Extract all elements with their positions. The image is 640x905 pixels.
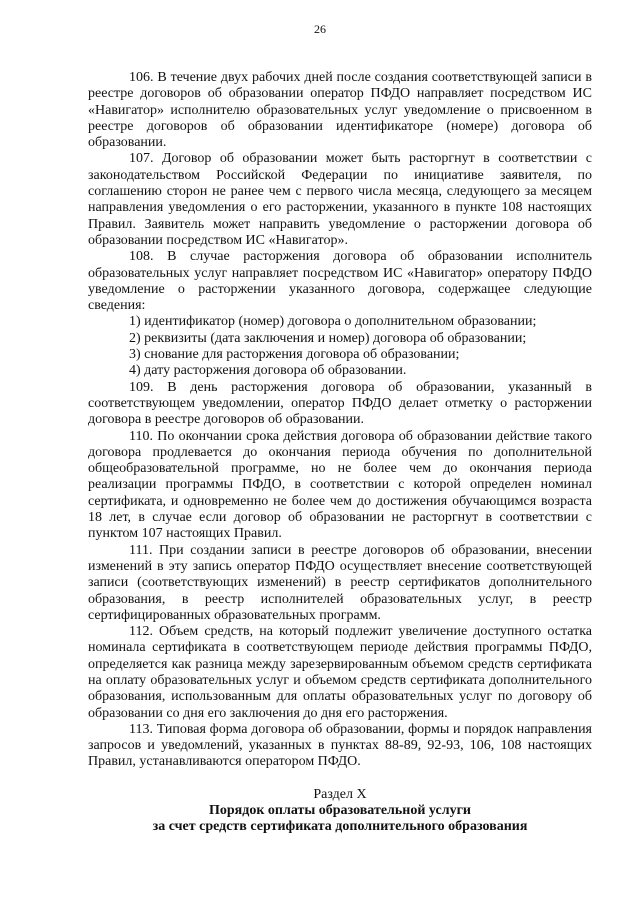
- paragraph-113: 113. Типовая форма договора об образовании, формы и порядок направления запросов и уведомлений, указанных в пунктах 88-89, 92-93, 106, 108 настоящих Правил, устанавливаются оператором ПФДО.: [88, 721, 592, 770]
- document-body: [88, 70, 592, 836]
- section-title-line-1: Порядок оплаты образовательной услуги: [209, 803, 471, 819]
- section-heading: [88, 787, 592, 836]
- paragraph-110: 110. По окончании срока действия договора об образовании действие такого договора продлевается до окончания периода обучения по дополнительной общеобразовательной программе, но не более чем до окончания периода реализации программы ПФДО, в соответствии с которой определен номинал сертификата, и одновременно не более чем до достижения обучающимся возраста 18 лет, в случае если договор об образовании не расторгнут в соответствии с пунктом 107 настоящих Правил.: [88, 428, 592, 542]
- list-item: 2) реквизиты (дата заключения и номер) договора об образовании;: [129, 330, 527, 346]
- paragraph-112: 112. Объем средств, на который подлежит увеличение доступного остатка номинала сертификата в соответствующем периоде действия программы ПФДО, определяется как разница между зарезервированным объемом средств сертификата на оплату образовательных услуг и объемом средств сертификата дополнительного образования, использованным для оплаты образовательных услуг по договору об образовании со дня его заключения до дня его расторжения.: [88, 624, 592, 721]
- paragraph-109: 109. В день расторжения договора об образовании, указанный в соответствующем уведомлении, оператор ПФДО делает отметку о расторжении договора в реестре договоров об образовании.: [88, 379, 592, 428]
- paragraph-111: 111. При создании записи в реестре договоров об образовании, внесении изменений в эту запись оператор ПФДО осуществляет внесение соответствующей записи (соответствующих изменений) в реестр сертификатов дополнительного образования, в реестр исполнителей образовательных услуг, в реестр сертифицированных образовательных программ.: [88, 542, 592, 623]
- paragraph-106: 106. В течение двух рабочих дней после создания соответствующей записи в реестре договоров об образовании оператор ПФДО направляет посредством ИС «Навигатор» исполнителю образовательных услуг уведомление о присвоенном в реестре договоров об образовании идентификаторе (номере) договора об образовании.: [88, 70, 592, 151]
- paragraph-108: 108. В случае расторжения договора об образовании исполнитель образовательных услуг направляет посредством ИС «Навигатор» оператору ПФДО уведомление о расторжении указанного договора, содержащее следующие сведения:: [88, 249, 592, 314]
- section-title-line-2: за счет средств сертификата дополнительного образования: [152, 819, 528, 835]
- paragraph-107: 107. Договор об образовании может быть расторгнут в соответствии с законодательством Российской Федерации по инициативе заявителя, по соглашению сторон не ранее чем с первого числа месяца, следующего за месяцем направления уведомления о его расторжении, указанного в пункте 108 настоящих Правил. Заявитель может направить уведомление о расторжении договора об образовании посредством ИС «Навигатор».: [88, 151, 592, 248]
- list-item: 1) идентификатор (номер) договора о дополнительном образовании;: [129, 314, 537, 330]
- section-number: Раздел X: [313, 786, 367, 802]
- list-item: 3) снование для расторжения договора об образовании;: [129, 347, 460, 363]
- page-number: 26: [314, 22, 326, 36]
- list-item: 4) дату расторжения договора об образовании.: [129, 363, 407, 379]
